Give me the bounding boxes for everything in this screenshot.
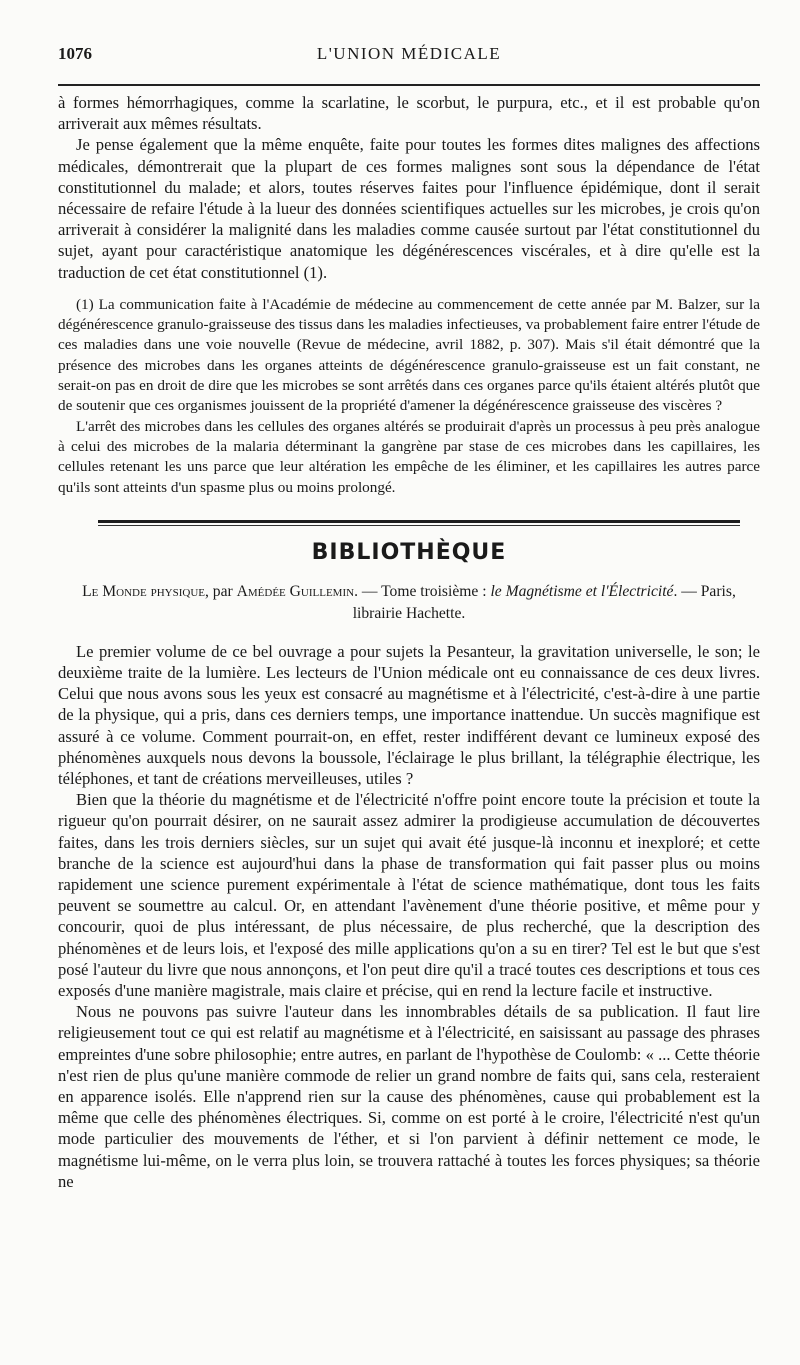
book-title: Le Monde physique — [82, 582, 205, 600]
review-paragraph: Bien que la théorie du magnétisme et de l'électricité n'offre point encore toute la précision et toute la rigueur qu'on pourrait désirer, on ne saurait assez admirer la prodigieuse accumulation de découvertes faites, dans les trois derniers siècles, sur un sujet qui avait été jusque-là inconnu et inexploré; et cette branche de la science est aujourd'hui dans la phase de transformation qui fait passer plus ou moins rapidement une science purement expérimentale à l'état de science mathématique, dont tous les faits peuvent se soumettre au calcul. Or, en attendant l'avènement d'une théorie positive, et même pour y concourir, quoi de plus intéressant, de plus nécessaire, de plus recherché, que la description des phénomènes et de leurs lois, et l'exposé des mille applications qu'on a su en tirer? Tel est le but que s'est posé l'auteur du livre que nous annonçons, et l'on peut dire qu'il a tracé toutes ces descriptions et tous ces exposés d'une manière magistrale, mais claire et précise, qui en rend la lecture facile et instructive. — [58, 790, 760, 1001]
section-title: BIBLIOTHÈQUE — [311, 539, 507, 565]
review-body — [58, 641, 760, 1192]
book-reference — [58, 581, 760, 625]
review-paragraph: Nous ne pouvons pas suivre l'auteur dans les innombrables détails de sa publication. Il faut lire religieusement tout ce qui est relatif au magnétisme et à l'électricité, en saisissant au passage des phrases empreintes d'une sobre philosophie; entre autres, en parlant de l'hypothèse de Coulomb: « ... Cette théorie n'est rien de plus qu'une manière commode de relier un grand nombre de faits qui, sans cela, resteraient en apparence isolés. Elle n'apprend rien sur la cause des phénomènes, cause qui probablement est la même que celle des phénomènes électriques. Si, comme on est porté à le croire, l'électricité n'est qu'un mode particulier des mouvements de l'éther, et si l'on parvient à définir nettement ce mode, le magnétisme lui-même, on le verra plus loin, se trouvera rattaché à toutes les forces physiques; sa théorie ne — [58, 1002, 760, 1191]
section-rule — [98, 520, 740, 523]
section-rule-thin — [98, 525, 740, 526]
header-rule — [58, 84, 760, 86]
article-paragraph: à formes hémorrhagiques, comme la scarlatine, le scorbut, le purpura, etc., et il est probable qu'on arriverait aux mêmes résultats. — [58, 93, 760, 134]
book-publisher: . — Paris, librairie Hachette. — [352, 582, 736, 622]
book-author: Amédée Guillemin — [236, 582, 355, 600]
review-paragraph: Le premier volume de ce bel ouvrage a pour sujets la Pesanteur, la gravitation universelle, le son; le deuxième traite de la lumière. Les lecteurs de l'Union médicale ont eu connaissance de ces deux livres. Celui que nous avons sous les yeux est consacré au magnétisme et à l'électricité, c'est-à-dire à une partie de la physique, qui a pris, dans ces derniers temps, une importance inattendue. Un succès magnifique est assuré à ce volume. Comment pourrait-on, en effet, rester indifférent devant ce lumineux exposé des phénomènes auxquels nous devons la boussole, l'éclairage le plus brillant, la télégraphie électrique, les téléphones, et tant de créations merveilleuses, utiles ? — [58, 641, 760, 789]
running-title: L'UNION MÉDICALE — [316, 44, 502, 63]
footnotes — [58, 295, 760, 498]
book-subtitle: le Magnétisme et l'Électricité — [490, 582, 674, 600]
article-body — [58, 92, 760, 283]
page-header — [58, 44, 760, 74]
page-number: 1076 — [58, 44, 92, 63]
footnote: (1) La communication faite à l'Académie de médecine au commencement de cette année par M. Balzer, sur la dégénérescence granulo-graisseuse des tissus dans les maladies infectieuses, va probablement faire entrer l'étude de ces maladies dans une voie nouvelle (Revue de médecine, avril 1882, p. 307). Mais s'il était démontré que la présence des microbes dans les organes atteints de dégénérescence granulo-graisseuse est un fait constant, ne serait-on pas en droit de dire que les microbes se sont arrêtés dans ces organes parce qu'ils étaient altérés plutôt que de soutenir que ces organismes jouissent de la propriété d'amener la dégénérescence graisseuse des viscères ? — [58, 295, 760, 415]
book-tome: . — Tome troisième : — [354, 582, 491, 600]
footnote: L'arrêt des microbes dans les cellules des organes altérés se produirait d'après un processus à peu près analogue à celui des microbes de la malaria déterminant la gangrène par stase de ces microbes dans les capillaires, les cellules retenant les uns parce que leur altération les empêche de les éliminer, et les capillaires les autres parce qu'ils sont atteints d'un spasme plus ou moins prolongé. — [58, 417, 760, 496]
article-paragraph: Je pense également que la même enquête, faite pour toutes les formes dites malignes des affections médicales, démontrerait que la plupart de ces formes malignes sont sous la dépendance de l'état constitutionnel du malade; et alors, toutes réserves faites pour l'influence épidémique, dont il serait nécessaire de refaire l'étude à la lueur des données scientifiques actuelles sur les microbes, je crois qu'on arriverait à considérer la malignité dans les maladies comme causée surtout par l'état constitutionnel du sujet, ayant pour caractéristique anatomique les dégénérescences viscérales, et à dire qu'elle est la traduction de cet état constitutionnel (1). — [58, 135, 760, 282]
book-by: , par — [205, 582, 237, 600]
